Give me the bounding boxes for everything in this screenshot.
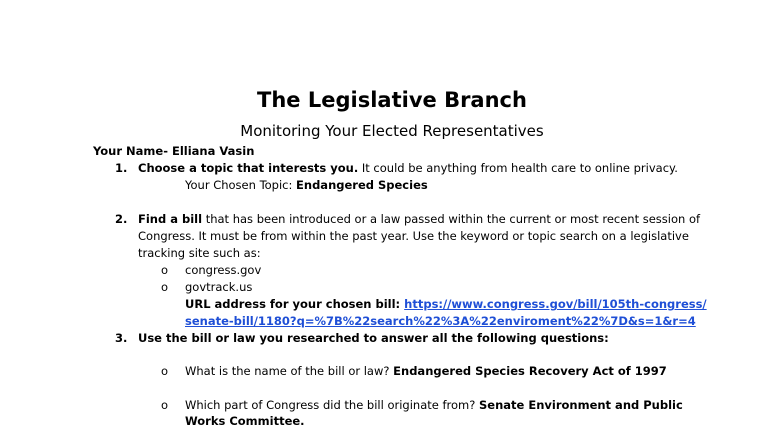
item1-rest: It could be anything from health care to online privacy. [358,161,678,175]
item1-text [138,160,678,177]
item2-lead: Find a bill [138,212,203,226]
item2-line1-rest: that has been introduced or a law passed within the current or most recent session of [202,212,701,226]
item3-text: Use the bill or law you researched to answer all the following questions: [138,331,609,345]
item2-number: 2. [115,212,128,226]
item1-bold: Choose a topic that interests you. [138,161,359,175]
item1-number: 1. [115,161,128,175]
page-title: The Legislative Branch [257,88,527,112]
url-label: URL address for your chosen bill: [185,297,405,311]
question-2-answer-cont: Works Committee. [185,414,305,428]
item3-number: 3. [115,331,128,345]
site-bullet: o [161,263,169,277]
topic-value: Endangered Species [296,178,428,192]
item2-line2: Congress. It must be from within the past year. Use the keyword or topic search on a legislative [138,229,689,243]
topic-label: Your Chosen Topic: [185,178,297,192]
bill-url-link-cont[interactable]: senate-bill/1180?q=%7B%22search%22%3A%22enviroment%22%7D&s=1&r=4 [185,314,696,328]
site-bullet: o [161,280,169,294]
page-subtitle: Monitoring Your Elected Representatives [240,122,544,140]
item2-line3: tracking site such as: [138,246,261,260]
question-bullet: o [161,364,169,378]
question-bullet: o [161,398,169,412]
url-row [185,296,707,313]
bill-url-link[interactable]: https://www.congress.gov/bill/105th-congress/ [404,297,707,311]
student-name: Your Name- Elliana Vasin [93,144,255,158]
chosen-topic [185,177,428,194]
item2-line1 [138,211,700,228]
site-govtrack: govtrack.us [185,280,253,294]
question-1-text: What is the name of the bill or law? [185,364,394,378]
question-1 [185,363,667,380]
question-1-answer: Endangered Species Recovery Act of 1997 [393,364,667,378]
url-row-2 [185,313,696,330]
question-2-answer: Senate Environment and Public [479,398,683,412]
question-2-text: Which part of Congress did the bill originate from? [185,398,480,412]
site-congress: congress.gov [185,263,262,277]
question-2 [185,397,683,414]
